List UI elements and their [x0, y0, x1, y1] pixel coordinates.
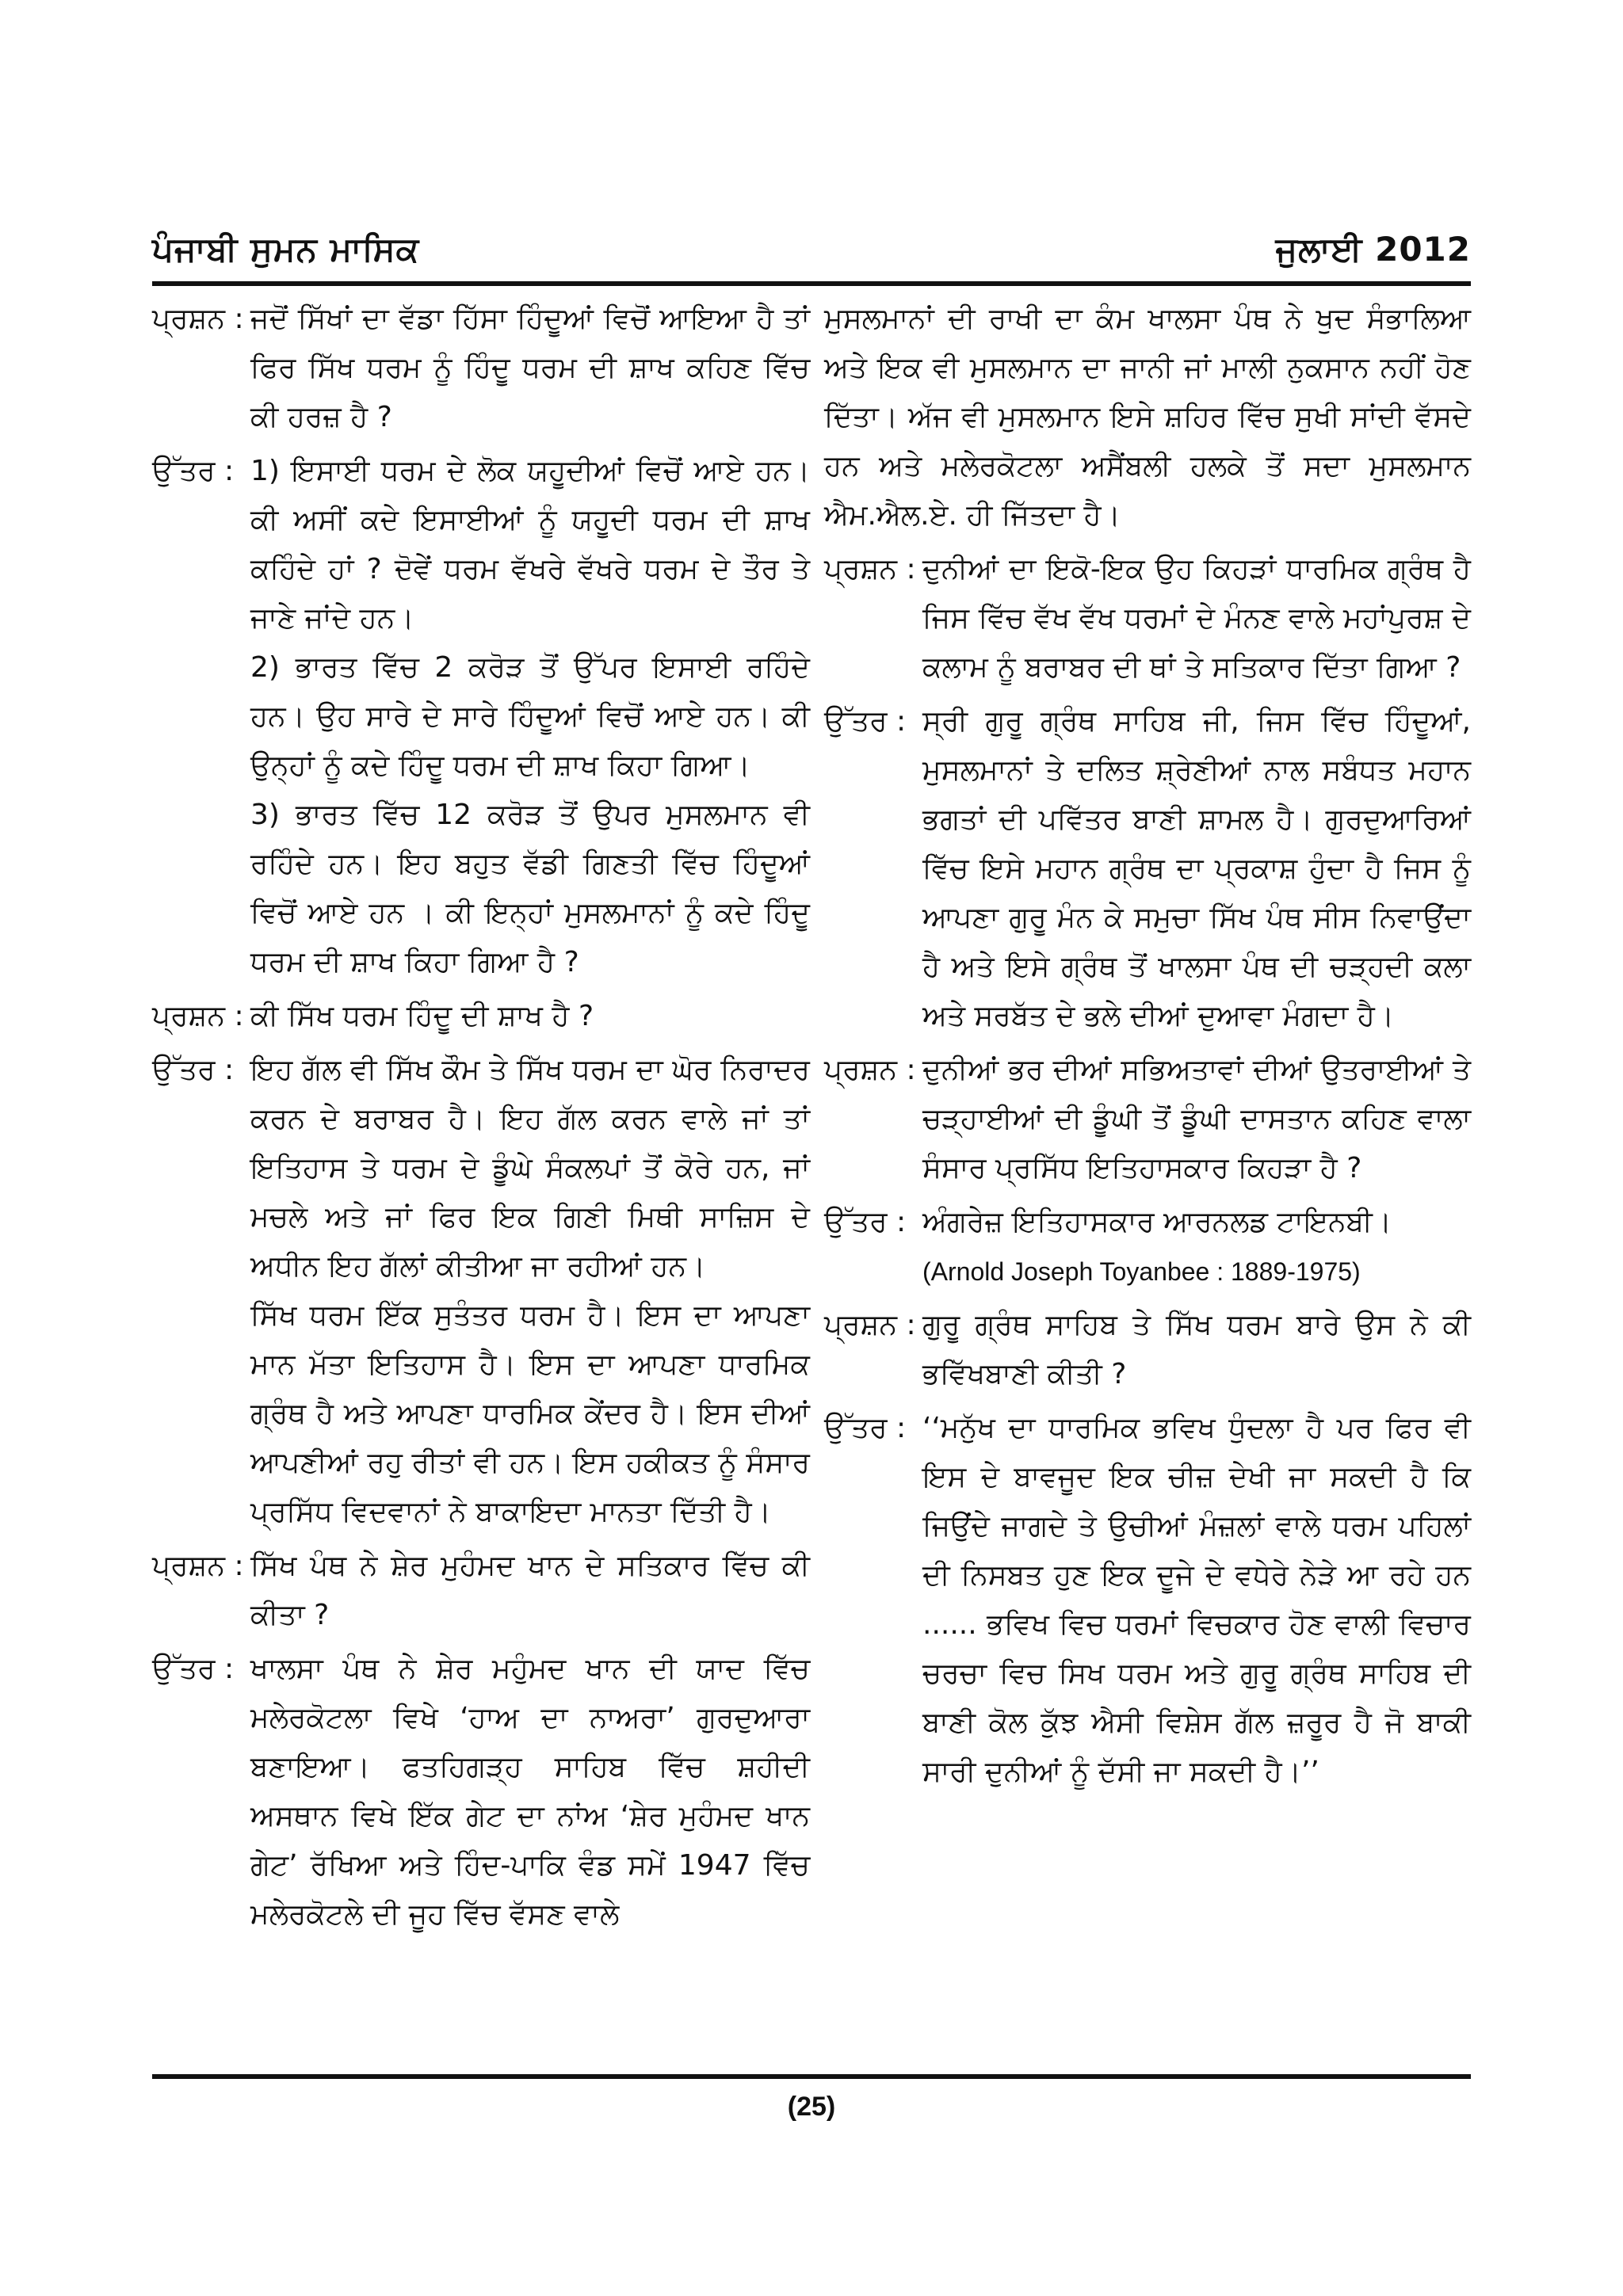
qa-label: ਉੱਤਰ :: [152, 1054, 235, 1086]
paragraph: 1) ਇਸਾਈ ਧਰਮ ਦੇ ਲੋਕ ਯਹੂਦੀਆਂ ਵਿਚੋਂ ਆਏ ਹਨ। ਕੀ ਅਸੀਂ ਕਦੇ ਇਸਾਈਆਂ ਨੂੰ ਯਹੂਦੀ ਧਰਮ ਦੀ ਸ਼ਾਖ ਕਹਿੰਦੇ ਹਾਂ ? ਦੋਵੇਂ ਧਰਮ ਵੱਖਰੇ ਵੱਖਰੇ ਧਰਮ ਦੇ ਤੌਰ ਤੇ ਜਾਣੇ ਜਾਂਦੇ ਹਨ।: [250, 455, 810, 635]
english-reference: (Arnold Joseph Toyanbee : 1889-1975): [922, 1257, 1361, 1286]
paragraph: ਸ੍ਰੀ ਗੁਰੂ ਗ੍ਰੰਥ ਸਾਹਿਬ ਜੀ, ਜਿਸ ਵਿੱਚ ਹਿੰਦੂਆਂ, ਮੁਸਲਮਾਨਾਂ ਤੇ ਦਲਿਤ ਸ਼੍ਰੇਣੀਆਂ ਨਾਲ ਸਬੰਧਤ ਮਹਾਨ ਭਗਤਾਂ ਦੀ ਪਵਿੱਤਰ ਬਾਣੀ ਸ਼ਾਮਲ ਹੈ। ਗੁਰਦੁਆਰਿਆਂ ਵਿੱਚ ਇਸੇ ਮਹਾਨ ਗ੍ਰੰਥ ਦਾ ਪ੍ਰਕਾਸ਼ ਹੁੰਦਾ ਹੈ ਜਿਸ ਨੂੰ ਆਪਣਾ ਗੁਰੂ ਮੰਨ ਕੇ ਸਮੁਚਾ ਸਿੱਖ ਪੰਥ ਸੀਸ ਨਿਵਾਉਂਦਾ ਹੈ ਅਤੇ ਇਸੇ ਗ੍ਰੰਥ ਤੋਂ ਖਾਲਸਾ ਪੰਥ ਦੀ ਚੜ੍ਹਦੀ ਕਲਾ ਅਤੇ ਸਰਬੱਤ ਦੇ ਭਲੇ ਦੀਆਂ ਦੁਆਵਾ ਮੰਗਦਾ ਹੈ।: [922, 705, 1471, 1032]
qa-label: ਪ੍ਰਸ਼ਨ :: [824, 1054, 916, 1086]
paragraph: ਸਿੱਖ ਪੰਥ ਨੇ ਸ਼ੇਰ ਮੁਹੰਮਦ ਖਾਨ ਦੇ ਸਤਿਕਾਰ ਵਿੱਚ ਕੀ ਕੀਤਾ ?: [250, 1550, 810, 1631]
paragraph: ਜਦੋਂ ਸਿੱਖਾਂ ਦਾ ਵੱਡਾ ਹਿੱਸਾ ਹਿੰਦੂਆਂ ਵਿਚੋਂ ਆਇਆ ਹੈ ਤਾਂ ਫਿਰ ਸਿੱਖ ਧਰਮ ਨੂੰ ਹਿੰਦੂ ਧਰਮ ਦੀ ਸ਼ਾਖ ਕਹਿਣ ਵਿੱਚ ਕੀ ਹਰਜ਼ ਹੈ ?: [250, 303, 810, 433]
question-block: [152, 295, 810, 442]
magazine-title: ਪੰਜਾਬੀ ਸੁਮਨ ਮਾਸਿਕ: [152, 230, 420, 269]
question-block: [824, 1301, 1471, 1399]
right-column: [824, 295, 1471, 1802]
answer-block: [824, 1404, 1471, 1797]
continued-text-block: [824, 295, 1471, 540]
answer-block: [152, 1645, 810, 1939]
paragraph: ਸਿੱਖ ਧਰਮ ਇੱਕ ਸੁਤੰਤਰ ਧਰਮ ਹੈ। ਇਸ ਦਾ ਆਪਣਾ ਮਾਨ ਮੱਤਾ ਇਤਿਹਾਸ ਹੈ। ਇਸ ਦਾ ਆਪਣਾ ਧਾਰਮਿਕ ਗ੍ਰੰਥ ਹੈ ਅਤੇ ਆਪਣਾ ਧਾਰਮਿਕ ਕੇਂਦਰ ਹੈ। ਇਸ ਦੀਆਂ ਆਪਣੀਆਂ ਰਹੁ ਰੀਤਾਂ ਵੀ ਹਨ। ਇਸ ਹਕੀਕਤ ਨੂੰ ਸੰਸਾਰ ਪ੍ਰਸਿੱਧ ਵਿਦਵਾਨਾਂ ਨੇ ਬਾਕਾਇਦਾ ਮਾਨਤਾ ਦਿੱਤੀ ਹੈ।: [250, 1299, 810, 1528]
question-block: [824, 1046, 1471, 1193]
page-header: [152, 230, 1471, 285]
page-number: (25): [787, 2092, 836, 2122]
answer-block: [152, 447, 810, 987]
issue-date: ਜੁਲਾਈ 2012: [1275, 230, 1471, 269]
question-block: [824, 545, 1471, 692]
paragraph: ਦੁਨੀਆਂ ਭਰ ਦੀਆਂ ਸਭਿਅਤਾਵਾਂ ਦੀਆਂ ਉਤਰਾਈਆਂ ਤੇ ਚੜ੍ਹਾਈਆਂ ਦੀ ਡੂੰਘੀ ਤੋਂ ਡੂੰਘੀ ਦਾਸਤਾਨ ਕਹਿਣ ਵਾਲਾ ਸੰਸਾਰ ਪ੍ਰਸਿੱਧ ਇਤਿਹਾਸਕਾਰ ਕਿਹੜਾ ਹੈ ?: [922, 1054, 1471, 1184]
paragraph: ਮੁਸਲਮਾਨਾਂ ਦੀ ਰਾਖੀ ਦਾ ਕੰਮ ਖਾਲਸਾ ਪੰਥ ਨੇ ਖੁਦ ਸੰਭਾਲਿਆ ਅਤੇ ਇਕ ਵੀ ਮੁਸਲਮਾਨ ਦਾ ਜਾਨੀ ਜਾਂ ਮਾਲੀ ਨੁਕਸਾਨ ਨਹੀਂ ਹੋਣ ਦਿੱਤਾ। ਅੱਜ ਵੀ ਮੁਸਲਮਾਨ ਇਸੇ ਸ਼ਹਿਰ ਵਿੱਚ ਸੁਖੀ ਸਾਂਦੀ ਵੱਸਦੇ ਹਨ ਅਤੇ ਮਲੇਰਕੋਟਲਾ ਅਸੈਂਬਲੀ ਹਲਕੇ ਤੋਂ ਸਦਾ ਮੁਸਲਮਾਨ ਐਮ.ਐਲ.ਏ. ਹੀ ਜਿੱਤਦਾ ਹੈ।: [824, 303, 1471, 532]
qa-label: ਪ੍ਰਸ਼ਨ :: [152, 1550, 244, 1582]
question-block: [152, 1542, 810, 1640]
paragraph: 2) ਭਾਰਤ ਵਿੱਚ 2 ਕਰੋੜ ਤੋਂ ਉੱਪਰ ਇਸਾਈ ਰਹਿੰਦੇ ਹਨ। ਉਹ ਸਾਰੇ ਦੇ ਸਾਰੇ ਹਿੰਦੂਆਂ ਵਿਚੋਂ ਆਏ ਹਨ। ਕੀ ਉਨ੍ਹਾਂ ਨੂੰ ਕਦੇ ਹਿੰਦੂ ਧਰਮ ਦੀ ਸ਼ਾਖ ਕਿਹਾ ਗਿਆ।: [250, 651, 810, 782]
paragraph: ਅੰਗਰੇਜ਼ ਇਤਿਹਾਸਕਾਰ ਆਰਨਲਡ ਟਾਇਨਬੀ।: [922, 1206, 1392, 1238]
answer-block: [824, 1198, 1471, 1296]
qa-label: ਪ੍ਰਸ਼ਨ :: [824, 553, 916, 585]
qa-label: ਪ੍ਰਸ਼ਨ :: [152, 1000, 244, 1032]
question-block: [152, 992, 810, 1041]
qa-label: ਪ੍ਰਸ਼ਨ :: [152, 303, 244, 335]
answer-block: [824, 697, 1471, 1041]
paragraph: ਦੁਨੀਆਂ ਦਾ ਇਕੋ-ਇਕ ਉਹ ਕਿਹੜਾਂ ਧਾਰਮਿਕ ਗ੍ਰੰਥ ਹੈ ਜਿਸ ਵਿੱਚ ਵੱਖ ਵੱਖ ਧਰਮਾਂ ਦੇ ਮੰਨਣ ਵਾਲੇ ਮਹਾਂਪੁਰਸ਼ ਦੇ ਕਲਾਮ ਨੂੰ ਬਰਾਬਰ ਦੀ ਥਾਂ ਤੇ ਸਤਿਕਾਰ ਦਿੱਤਾ ਗਿਆ ?: [922, 553, 1471, 684]
paragraph: ਖਾਲਸਾ ਪੰਥ ਨੇ ਸ਼ੇਰ ਮਹੁੰਮਦ ਖਾਨ ਦੀ ਯਾਦ ਵਿੱਚ ਮਲੇਰਕੋਟਲਾ ਵਿਖੇ ‘ਹਾਅ ਦਾ ਨਾਅਰਾ’ ਗੁਰਦੁਆਰਾ ਬਣਾਇਆ। ਫਤਹਿਗੜ੍ਹ ਸਾਹਿਬ ਵਿੱਚ ਸ਼ਹੀਦੀ ਅਸਥਾਨ ਵਿਖੇ ਇੱਕ ਗੇਟ ਦਾ ਨਾਂਅ ‘ਸ਼ੇਰ ਮੁਹੰਮਦ ਖਾਨ ਗੇਟ’ ਰੱਖਿਆ ਅਤੇ ਹਿੰਦ-ਪਾਕਿ ਵੰਡ ਸਮੇਂ 1947 ਵਿੱਚ ਮਲੇਰਕੋਟਲੇ ਦੀ ਜੂਹ ਵਿੱਚ ਵੱਸਣ ਵਾਲੇ: [250, 1653, 810, 1931]
qa-label: ਪ੍ਰਸ਼ਨ :: [824, 1309, 916, 1341]
qa-label: ਉੱਤਰ :: [152, 1653, 235, 1685]
answer-block: [152, 1046, 810, 1537]
footer-rule: [152, 2074, 1471, 2079]
paragraph: 3) ਭਾਰਤ ਵਿੱਚ 12 ਕਰੋੜ ਤੋਂ ਉਪਰ ਮੁਸਲਮਾਨ ਵੀ ਰਹਿੰਦੇ ਹਨ। ਇਹ ਬਹੁਤ ਵੱਡੀ ਗਿਣਤੀ ਵਿੱਚ ਹਿੰਦੂਆਂ ਵਿਚੋਂ ਆਏ ਹਨ । ਕੀ ਇਨ੍ਹਾਂ ਮੁਸਲਮਾਨਾਂ ਨੂੰ ਕਦੇ ਹਿੰਦੂ ਧਰਮ ਦੀ ਸ਼ਾਖ ਕਿਹਾ ਗਿਆ ਹੈ ?: [250, 799, 810, 978]
header-rule: [152, 281, 1471, 286]
qa-label: ਉੱਤਰ :: [824, 705, 907, 738]
paragraph: ਗੁਰੂ ਗ੍ਰੰਥ ਸਾਹਿਬ ਤੇ ਸਿੱਖ ਧਰਮ ਬਾਰੇ ਉਸ ਨੇ ਕੀ ਭਵਿੱਖਬਾਣੀ ਕੀਤੀ ?: [922, 1309, 1471, 1390]
paragraph: ‘‘ਮਨੁੱਖ ਦਾ ਧਾਰਮਿਕ ਭਵਿਖ ਧੁੰਦਲਾ ਹੈ ਪਰ ਫਿਰ ਵੀ ਇਸ ਦੇ ਬਾਵਜੂਦ ਇਕ ਚੀਜ਼ ਦੇਖੀ ਜਾ ਸਕਦੀ ਹੈ ਕਿ ਜਿਉਂਦੇ ਜਾਗਦੇ ਤੇ ਉਚੀਆਂ ਮੰਜ਼ਲਾਂ ਵਾਲੇ ਧਰਮ ਪਹਿਲਾਂ ਦੀ ਨਿਸਬਤ ਹੁਣ ਇਕ ਦੂਜੇ ਦੇ ਵਧੇਰੇ ਨੇੜੇ ਆ ਰਹੇ ਹਨ ...... ਭਵਿਖ ਵਿਚ ਧਰਮਾਂ ਵਿਚਕਾਰ ਹੋਣ ਵਾਲੀ ਵਿਚਾਰ ਚਰਚਾ ਵਿਚ ਸਿਖ ਧਰਮ ਅਤੇ ਗੁਰੂ ਗ੍ਰੰਥ ਸਾਹਿਬ ਦੀ ਬਾਣੀ ਕੋਲ ਕੁੱਝ ਐਸੀ ਵਿਸ਼ੇਸ ਗੱਲ ਜ਼ਰੂਰ ਹੈ ਜੋ ਬਾਕੀ ਸਾਰੀ ਦੁਨੀਆਂ ਨੂੰ ਦੱਸੀ ਜਾ ਸਕਦੀ ਹੈ।’’: [922, 1412, 1471, 1788]
qa-label: ਉੱਤਰ :: [152, 455, 235, 487]
paragraph: ਕੀ ਸਿੱਖ ਧਰਮ ਹਿੰਦੂ ਦੀ ਸ਼ਾਖ ਹੈ ?: [250, 1000, 594, 1032]
paragraph: ਇਹ ਗੱਲ ਵੀ ਸਿੱਖ ਕੌਮ ਤੇ ਸਿੱਖ ਧਰਮ ਦਾ ਘੋਰ ਨਿਰਾਦਰ ਕਰਨ ਦੇ ਬਰਾਬਰ ਹੈ। ਇਹ ਗੱਲ ਕਰਨ ਵਾਲੇ ਜਾਂ ਤਾਂ ਇਤਿਹਾਸ ਤੇ ਧਰਮ ਦੇ ਡੂੰਘੇ ਸੰਕਲਪਾਂ ਤੋਂ ਕੋਰੇ ਹਨ, ਜਾਂ ਮਚਲੇ ਅਤੇ ਜਾਂ ਫਿਰ ਇਕ ਗਿਣੀ ਮਿਥੀ ਸਾਜ਼ਿਸ ਦੇ ਅਧੀਨ ਇਹ ਗੱਲਾਂ ਕੀਤੀਆ ਜਾ ਰਹੀਆਂ ਹਨ।: [250, 1054, 810, 1283]
left-column: [152, 295, 810, 1944]
qa-label: ਉੱਤਰ :: [824, 1206, 907, 1238]
qa-label: ਉੱਤਰ :: [824, 1412, 907, 1444]
